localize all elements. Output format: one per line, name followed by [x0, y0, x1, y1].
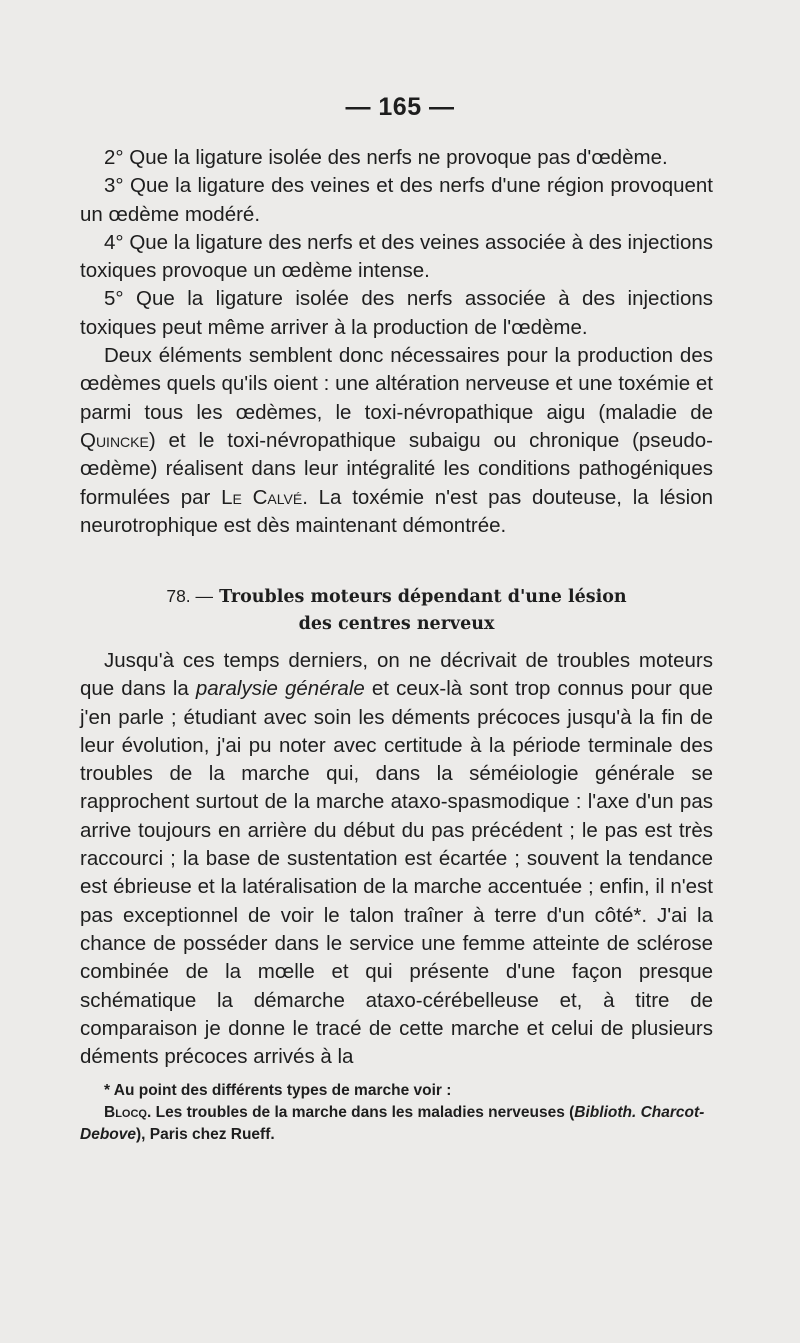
motor-text-1: Jusqu'à ces temps derniers, on ne décrivait de troubles moteurs que dans la: [80, 649, 713, 701]
footnote-text: . Les troubles de la marche dans les maladies nerveuses (: [146, 1104, 575, 1121]
heading-title-1: Troubles moteurs dépendant d'une lésion: [219, 587, 627, 607]
author-le-calve: Le Calvé: [221, 485, 303, 509]
footnote-line-1: * Au point des différents types de marche voir :: [104, 1082, 452, 1099]
paragraph-item-3: 3° Que la ligature des veines et des nerfs d'une région provoquent un œdème modéré.: [80, 174, 713, 226]
conclusion-text-3: . La toxémie n'est pas douteuse, la lésion neurotrophique est dès maintenant démontrée.: [80, 485, 714, 537]
conclusion-text-1: Deux éléments semblent donc nécessaires pour la production des œdèmes quels qu'ils oient : une altération nerveuse et une toxémie et parmi tous les œdèmes, le toxi-névropathique aigu (maladie de: [80, 344, 713, 424]
author-quincke: Quincke: [80, 428, 149, 452]
paragraph-item-2: 2° Que la ligature isolée des nerfs ne provoque pas d'œdème.: [104, 146, 668, 169]
footnote-end: ), Paris chez Rueff.: [136, 1126, 275, 1143]
section-number: 78. —: [166, 586, 214, 606]
page-number: — 165 —: [345, 93, 455, 121]
section-heading: [80, 583, 713, 638]
paragraph-item-5: 5° Que la ligature isolée des nerfs associée à des injections toxiques peut même arriver à la production de l'œdème.: [80, 287, 713, 339]
top-text-block: [80, 144, 713, 540]
paragraph-item-4: 4° Que la ligature des nerfs et des veines associée à des injections toxiques provoque un œdème intense.: [80, 230, 713, 283]
footnote-italic: Biblioth. Charcot-Debove: [80, 1104, 705, 1143]
italic-paralysie: paralysie générale: [195, 677, 365, 701]
heading-line-1: [80, 583, 713, 611]
footnote-author: Blocq: [104, 1104, 147, 1121]
paragraph-motor-troubles: [80, 647, 713, 1071]
motor-text-2: et ceux-là sont trop connus pour que j'en parle ; étudiant avec soin les déments précoces jusqu'à la fin de leur évolution, j'ai pu noter avec certitude à la période terminale des troubles de la marche qui, dans la séméiologie générale se rapprochent surtout de la marche ataxo-spasmodique : l'axe d'un pas arrive toujours en arrière du début du pas précédent ; le pas est très raccourci ; la base de sustentation est écartée ; souvent la tendance est ébrieuse et la latéralisation de la marche accentuée ; enfin, il n'est pas exceptionnel de voir le talon traîner à terre d'un côté*. J'ai la chance de posséder dans le service une femme atteinte de sclérose combinée de la mœlle et qui présente d'une façon presque schématique la démarche ataxo-cérébelleuse et, à titre de comparaison je donne le tracé de cette marche et celui de plusieurs déments précoces arrivés à la: [80, 677, 713, 1069]
heading-line-2: des centres nerveux: [298, 614, 495, 634]
footnotes: [80, 1080, 713, 1146]
bottom-text-block: [80, 647, 713, 1071]
footnote-reference: [80, 1102, 713, 1146]
conclusion-text-2: ) et le toxi-névropathique subaigu ou chronique (pseudo-œdème) réalisent dans leur intégralité les conditions pathogéniques formulées par: [80, 428, 713, 509]
paragraph-conclusion: [80, 342, 713, 540]
